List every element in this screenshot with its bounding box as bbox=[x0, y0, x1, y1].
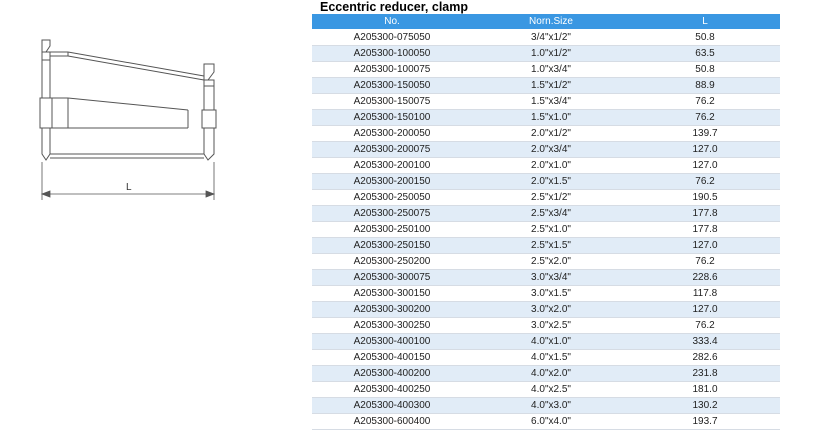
product-table bbox=[312, 14, 780, 430]
cell-nominal-size: 6.0"x4.0" bbox=[472, 414, 630, 430]
table-row bbox=[312, 174, 780, 190]
table-row bbox=[312, 158, 780, 174]
table-row bbox=[312, 30, 780, 46]
cell-length: 231.8 bbox=[630, 366, 780, 382]
table-row bbox=[312, 222, 780, 238]
table-row bbox=[312, 270, 780, 286]
cell-length: 282.6 bbox=[630, 350, 780, 366]
cell-part-number: A205300-300250 bbox=[312, 318, 472, 334]
table-row bbox=[312, 46, 780, 62]
left-ferrule-flange bbox=[40, 40, 52, 160]
cell-length: 127.0 bbox=[630, 238, 780, 254]
cell-length: 127.0 bbox=[630, 142, 780, 158]
cell-nominal-size: 3.0"x2.0" bbox=[472, 302, 630, 318]
column-header-nominal-size: Norn.Size bbox=[472, 14, 630, 30]
cell-nominal-size: 3.0"x2.5" bbox=[472, 318, 630, 334]
table-row bbox=[312, 238, 780, 254]
cell-length: 177.8 bbox=[630, 222, 780, 238]
cell-nominal-size: 1.5"x1/2" bbox=[472, 78, 630, 94]
table-row bbox=[312, 206, 780, 222]
table-row bbox=[312, 318, 780, 334]
cell-length: 76.2 bbox=[630, 110, 780, 126]
table-row bbox=[312, 142, 780, 158]
table-row bbox=[312, 126, 780, 142]
cell-nominal-size: 1.5"x1.0" bbox=[472, 110, 630, 126]
table-body bbox=[312, 30, 780, 430]
cell-length: 76.2 bbox=[630, 94, 780, 110]
cell-length: 190.5 bbox=[630, 190, 780, 206]
cell-nominal-size: 3/4"x1/2" bbox=[472, 30, 630, 46]
cell-part-number: A205300-150050 bbox=[312, 78, 472, 94]
cell-length: 127.0 bbox=[630, 302, 780, 318]
cell-part-number: A205300-400300 bbox=[312, 398, 472, 414]
table-row bbox=[312, 366, 780, 382]
cell-length: 50.8 bbox=[630, 30, 780, 46]
cell-part-number: A205300-100075 bbox=[312, 62, 472, 78]
cell-part-number: A205300-400200 bbox=[312, 366, 472, 382]
cell-part-number: A205300-400250 bbox=[312, 382, 472, 398]
table-row bbox=[312, 382, 780, 398]
cell-part-number: A205300-200075 bbox=[312, 142, 472, 158]
table-row bbox=[312, 62, 780, 78]
cell-length: 177.8 bbox=[630, 206, 780, 222]
cell-nominal-size: 2.5"x3/4" bbox=[472, 206, 630, 222]
table-row bbox=[312, 94, 780, 110]
cell-length: 130.2 bbox=[630, 398, 780, 414]
cell-nominal-size: 2.0"x3/4" bbox=[472, 142, 630, 158]
cell-part-number: A205300-200050 bbox=[312, 126, 472, 142]
cell-nominal-size: 2.0"x1.5" bbox=[472, 174, 630, 190]
cell-nominal-size: 4.0"x2.0" bbox=[472, 366, 630, 382]
cell-part-number: A205300-250200 bbox=[312, 254, 472, 270]
cell-part-number: A205300-300075 bbox=[312, 270, 472, 286]
cell-nominal-size: 3.0"x1.5" bbox=[472, 286, 630, 302]
cell-part-number: A205300-150075 bbox=[312, 94, 472, 110]
cell-part-number: A205300-200100 bbox=[312, 158, 472, 174]
cell-length: 181.0 bbox=[630, 382, 780, 398]
cell-part-number: A205300-150100 bbox=[312, 110, 472, 126]
cell-length: 63.5 bbox=[630, 46, 780, 62]
length-dimension-label: L bbox=[126, 182, 132, 193]
cell-part-number: A205300-400150 bbox=[312, 350, 472, 366]
cell-part-number: A205300-250075 bbox=[312, 206, 472, 222]
cell-nominal-size: 4.0"x3.0" bbox=[472, 398, 630, 414]
cell-length: 333.4 bbox=[630, 334, 780, 350]
cell-length: 139.7 bbox=[630, 126, 780, 142]
right-ferrule-flange bbox=[202, 64, 216, 160]
length-dimension bbox=[42, 162, 214, 200]
cell-part-number: A205300-100050 bbox=[312, 46, 472, 62]
cell-part-number: A205300-600400 bbox=[312, 414, 472, 430]
cell-nominal-size: 4.0"x2.5" bbox=[472, 382, 630, 398]
cell-nominal-size: 4.0"x1.5" bbox=[472, 350, 630, 366]
page-title: Eccentric reducer, clamp bbox=[320, 0, 468, 14]
cell-nominal-size: 2.5"x2.0" bbox=[472, 254, 630, 270]
table-row bbox=[312, 110, 780, 126]
cell-length: 193.7 bbox=[630, 414, 780, 430]
table-row bbox=[312, 78, 780, 94]
table-row bbox=[312, 286, 780, 302]
cell-nominal-size: 1.0"x1/2" bbox=[472, 46, 630, 62]
cell-nominal-size: 1.5"x3/4" bbox=[472, 94, 630, 110]
table-row bbox=[312, 334, 780, 350]
cell-nominal-size: 3.0"x3/4" bbox=[472, 270, 630, 286]
cell-nominal-size: 4.0"x1.0" bbox=[472, 334, 630, 350]
cell-part-number: A205300-250050 bbox=[312, 190, 472, 206]
cell-part-number: A205300-200150 bbox=[312, 174, 472, 190]
cell-length: 88.9 bbox=[630, 78, 780, 94]
cell-nominal-size: 2.0"x1/2" bbox=[472, 126, 630, 142]
column-header-no: No. bbox=[312, 14, 472, 30]
cell-length: 76.2 bbox=[630, 174, 780, 190]
cell-nominal-size: 1.0"x3/4" bbox=[472, 62, 630, 78]
cell-nominal-size: 2.0"x1.0" bbox=[472, 158, 630, 174]
table-row bbox=[312, 302, 780, 318]
cell-part-number: A205300-250150 bbox=[312, 238, 472, 254]
cell-length: 228.6 bbox=[630, 270, 780, 286]
table-row bbox=[312, 350, 780, 366]
cell-nominal-size: 2.5"x1.5" bbox=[472, 238, 630, 254]
cell-part-number: A205300-075050 bbox=[312, 30, 472, 46]
cell-part-number: A205300-400100 bbox=[312, 334, 472, 350]
column-header-length: L bbox=[630, 14, 780, 30]
cell-length: 76.2 bbox=[630, 318, 780, 334]
cell-length: 50.8 bbox=[630, 62, 780, 78]
cell-part-number: A205300-300150 bbox=[312, 286, 472, 302]
reducer-body bbox=[50, 52, 204, 158]
cell-part-number: A205300-300200 bbox=[312, 302, 472, 318]
cell-part-number: A205300-250100 bbox=[312, 222, 472, 238]
cell-nominal-size: 2.5"x1/2" bbox=[472, 190, 630, 206]
table-row bbox=[312, 254, 780, 270]
cell-length: 117.8 bbox=[630, 286, 780, 302]
table-row bbox=[312, 398, 780, 414]
eccentric-reducer-drawing bbox=[28, 28, 238, 208]
table-row bbox=[312, 414, 780, 430]
cell-length: 76.2 bbox=[630, 254, 780, 270]
cell-nominal-size: 2.5"x1.0" bbox=[472, 222, 630, 238]
table-header-row bbox=[312, 14, 780, 30]
table-row bbox=[312, 190, 780, 206]
cell-length: 127.0 bbox=[630, 158, 780, 174]
